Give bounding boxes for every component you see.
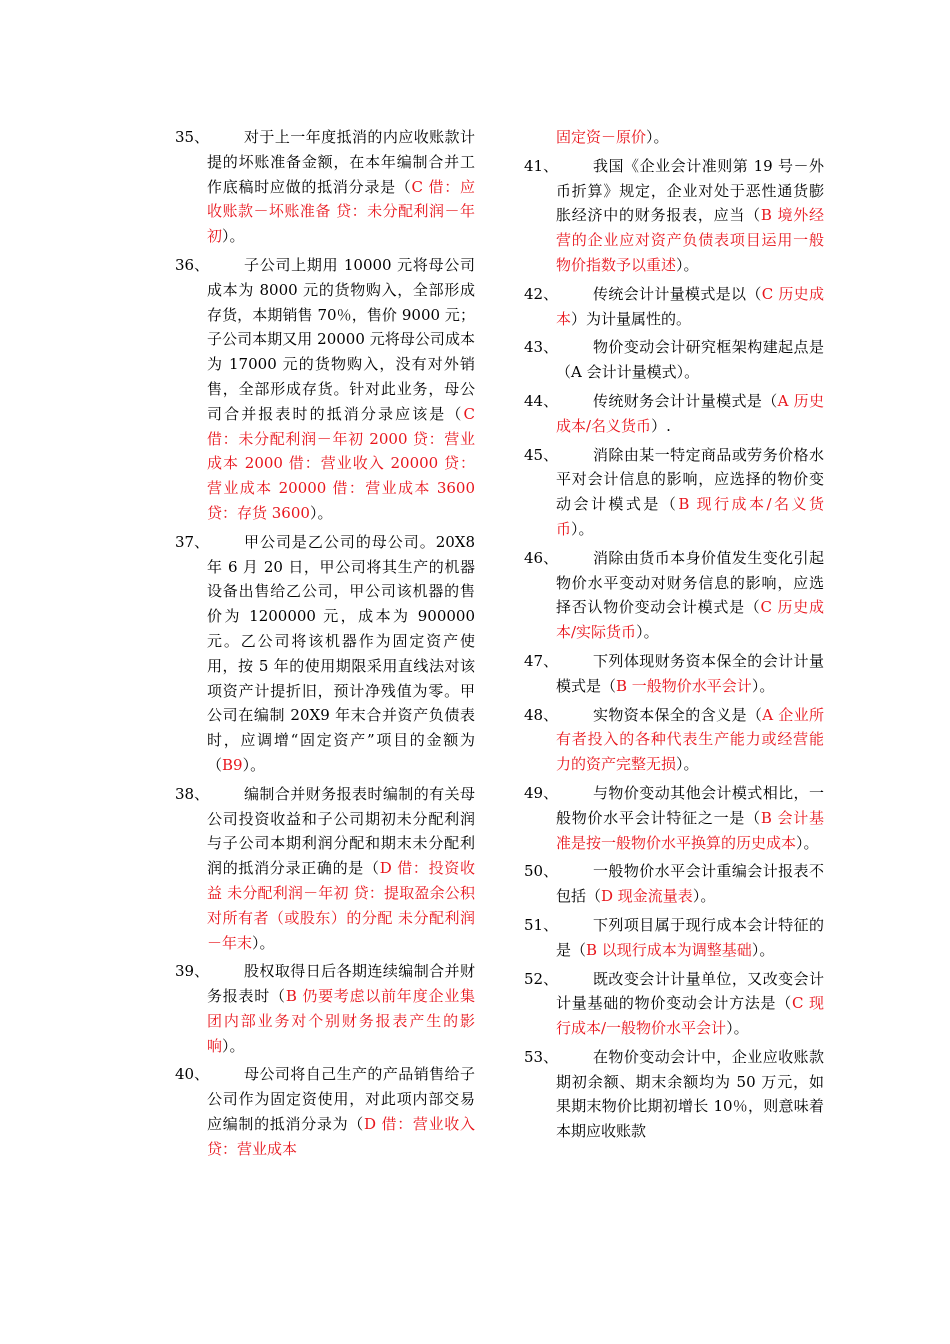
question-body	[556, 546, 824, 645]
answer-end: ）。	[676, 755, 699, 774]
question-body	[207, 959, 475, 1058]
answer-text: B 现行成本/名义货币	[556, 495, 824, 538]
answer-end: ）。	[796, 833, 819, 852]
question-text: 与物价变动其他会计模式相比，一般物价水平会计特征之一是（	[556, 783, 824, 827]
answer-text: B 仍要考虑以前年度企业集团内部业务对个别财务报表产生的影响	[207, 987, 475, 1055]
question-number: 45、	[524, 445, 559, 464]
question-item	[175, 1062, 475, 1161]
answer-end: ）。	[222, 227, 245, 246]
question-item	[175, 125, 475, 249]
question-text: 我国《企业会计准则第 19 号－外币折算》规定，企业对处于恶性通货膨胀经济中的财务报表，应当（	[556, 156, 824, 225]
question-body	[207, 782, 475, 956]
answer-text: C 借：未分配利润－年初 2000 贷：营业成本 2000 借：营业收入 20000 贷：营业成本 20000 借：营业成本 3600 贷：存货 3600	[207, 404, 475, 522]
question-text: 一般物价水平会计重编会计报表不包括（	[556, 862, 824, 906]
question-text: 对于上一年度抵消的内应收账款计提的坏账准备金额，在本年编制合并工作底稿时应做的抵消分录是（	[207, 128, 475, 196]
answer-text: B9	[222, 755, 243, 774]
question-text: 编制合并财务报表时编制的有关母公司投资收益和子公司期初未分配利润与子公司本期利润分配和期末未分配利润的抵消分录正确的是（	[207, 784, 475, 878]
answer-end: ）。	[222, 1036, 245, 1055]
answer-end: ）。	[726, 1019, 749, 1038]
question-number: 36、	[175, 255, 210, 274]
answer-text: A 历史成本/名义货币	[556, 391, 824, 435]
question-item	[524, 781, 824, 855]
question-body	[556, 703, 824, 777]
question-item	[524, 282, 824, 332]
answer-end: ）.	[651, 416, 671, 435]
question-item	[175, 959, 475, 1058]
question-item	[524, 443, 824, 542]
question-body	[207, 253, 475, 526]
question-body	[556, 859, 824, 909]
continued-answer	[524, 125, 824, 150]
question-text: 子公司上期用 10000 元将母公司成本为 8000 元的货物购入，全部形成存货，本期销售 70％，售价 9000 元；子公司本期又用 20000 元将母公司成本为 17000 元的货物购入，没有对外销售，全部形成存货。针对此业务，母公司合并报表时的抵消分录应该是（	[207, 255, 475, 423]
question-body	[556, 154, 824, 278]
question-item	[524, 1045, 824, 1144]
answer-end: ）。	[676, 255, 699, 274]
question-item	[524, 389, 824, 439]
question-text: 消除由货币本身价值发生变化引起物价水平变动对财务信息的影响，应选择否认物价变动会计模式是（	[556, 548, 824, 617]
question-item	[524, 154, 824, 278]
question-item	[175, 253, 475, 526]
question-number: 47、	[524, 651, 559, 670]
question-number: 51、	[524, 915, 559, 934]
answer-end: ）。	[636, 623, 659, 642]
question-number: 49、	[524, 783, 559, 802]
question-body	[556, 781, 824, 855]
question-number: 37、	[175, 532, 210, 551]
answer-end: ）。	[692, 887, 716, 906]
answer-text: A 企业所有者投入的各种代表生产能力或经营能力的资产完整无损	[556, 705, 824, 774]
question-body	[207, 125, 475, 249]
question-item	[524, 649, 824, 699]
question-number: 41、	[524, 156, 559, 175]
question-body	[556, 389, 824, 439]
answer-text: D 借：营业收入 贷：营业成本	[207, 1115, 475, 1158]
question-item	[524, 913, 824, 963]
question-body	[556, 967, 824, 1041]
question-item	[524, 967, 824, 1041]
question-number: 39、	[175, 962, 210, 981]
answer-text: B 会计基准是按一般物价水平换算的历史成本	[556, 808, 824, 852]
question-item	[175, 782, 475, 956]
question-text: 传统财务会计计量模式是（	[593, 391, 778, 410]
answer-text: C 借：应收账款－坏账准备 贷：未分配利润－年初	[207, 177, 475, 246]
question-body	[556, 913, 824, 963]
question-item	[175, 530, 475, 778]
question-number: 50、	[524, 862, 559, 881]
question-body	[556, 649, 824, 699]
question-number: 52、	[524, 969, 559, 988]
question-number: 42、	[524, 284, 559, 303]
answer-end: ）。	[646, 128, 669, 146]
answer-text: B 境外经营的企业应对资产负债表项目运用一般物价指数予以重述	[556, 206, 824, 274]
question-body	[556, 1045, 824, 1144]
answer-text: D 借：投资收益 未分配利润－年初 贷：提取盈余公积 对所有者（或股东）的分配 未分配利润－年末	[207, 859, 475, 952]
answer-end: ）。	[242, 755, 266, 774]
question-body	[556, 443, 824, 542]
question-text: 甲公司是乙公司的母公司。20X8 年 6 月 20 日，甲公司将其生产的机器设备出售给乙公司，甲公司该机器的售价为 1200000 元，成本为 900000 元。乙公司将该机器作为固定资产使用，按 5 年的使用期限采用直线法对该项资产计提折旧，预计净残值为零。甲公司在编制 20X9 年末合并资产负债表时，应调增“固定资产”项目的金额为（	[207, 532, 475, 774]
question-text: 消除由某一特定商品或劳务价格水平对会计信息的影响，应选择的物价变动会计模式是（	[556, 445, 824, 514]
answer-end: ）。	[751, 676, 775, 695]
question-number: 38、	[175, 784, 210, 803]
question-body	[556, 282, 824, 332]
question-text: 实物资本保全的含义是（	[593, 705, 763, 724]
answer-end: ）为计量属性的。	[571, 309, 692, 328]
question-number: 43、	[524, 338, 559, 357]
answer-text: C 历史成本	[556, 284, 824, 328]
question-body	[556, 335, 824, 385]
question-text: 下列项目属于现行成本会计特征的是（	[556, 915, 824, 959]
question-item	[524, 859, 824, 909]
question-item	[524, 703, 824, 777]
question-body	[207, 1062, 475, 1161]
question-number: 40、	[175, 1065, 210, 1084]
question-number: 53、	[524, 1047, 559, 1066]
question-number: 44、	[524, 391, 559, 410]
right-column	[524, 125, 824, 1148]
answer-text: C 现行成本/一般物价水平会计	[556, 994, 824, 1038]
answer-text: C 历史成本/实际货币	[556, 598, 824, 642]
question-text: 既改变会计计量单位，又改变会计计量基础的物价变动会计方法是（	[556, 969, 824, 1013]
answer-text: D 现金流量表	[601, 887, 693, 906]
question-text: 下列体现财务资本保全的会计计量模式是（	[556, 651, 824, 695]
question-item	[524, 335, 824, 385]
answer-text: 固定资－原价	[556, 128, 647, 146]
answer-end: ）。	[571, 519, 594, 538]
question-number: 46、	[524, 548, 559, 567]
question-number: 48、	[524, 705, 559, 724]
left-column	[175, 125, 475, 1166]
answer-end: ）。	[309, 503, 333, 522]
question-text: 在物价变动会计中，企业应收账款期初余额、期末余额均为 50 万元，如果期末物价比期初增长 10％，则意味着本期应收账款	[556, 1047, 824, 1141]
question-text: 物价变动会计研究框架构建起点是（A 会计计量模式）。	[556, 338, 824, 382]
question-text: 股权取得日后各期连续编制合并财务报表时（	[207, 962, 475, 1006]
question-text: 母公司将自己生产的产品销售给子公司作为固定资使用，对此项内部交易应编制的抵消分录为（	[207, 1065, 475, 1134]
answer-text: B 以现行成本为调整基础	[586, 940, 752, 959]
question-body	[207, 530, 475, 778]
answer-end: ）。	[252, 933, 275, 952]
question-number: 35、	[175, 128, 210, 146]
answer-text: B 一般物价水平会计	[616, 676, 752, 695]
question-text: 传统会计计量模式是以（	[593, 284, 762, 303]
answer-end: ）。	[751, 940, 775, 959]
question-item	[524, 546, 824, 645]
